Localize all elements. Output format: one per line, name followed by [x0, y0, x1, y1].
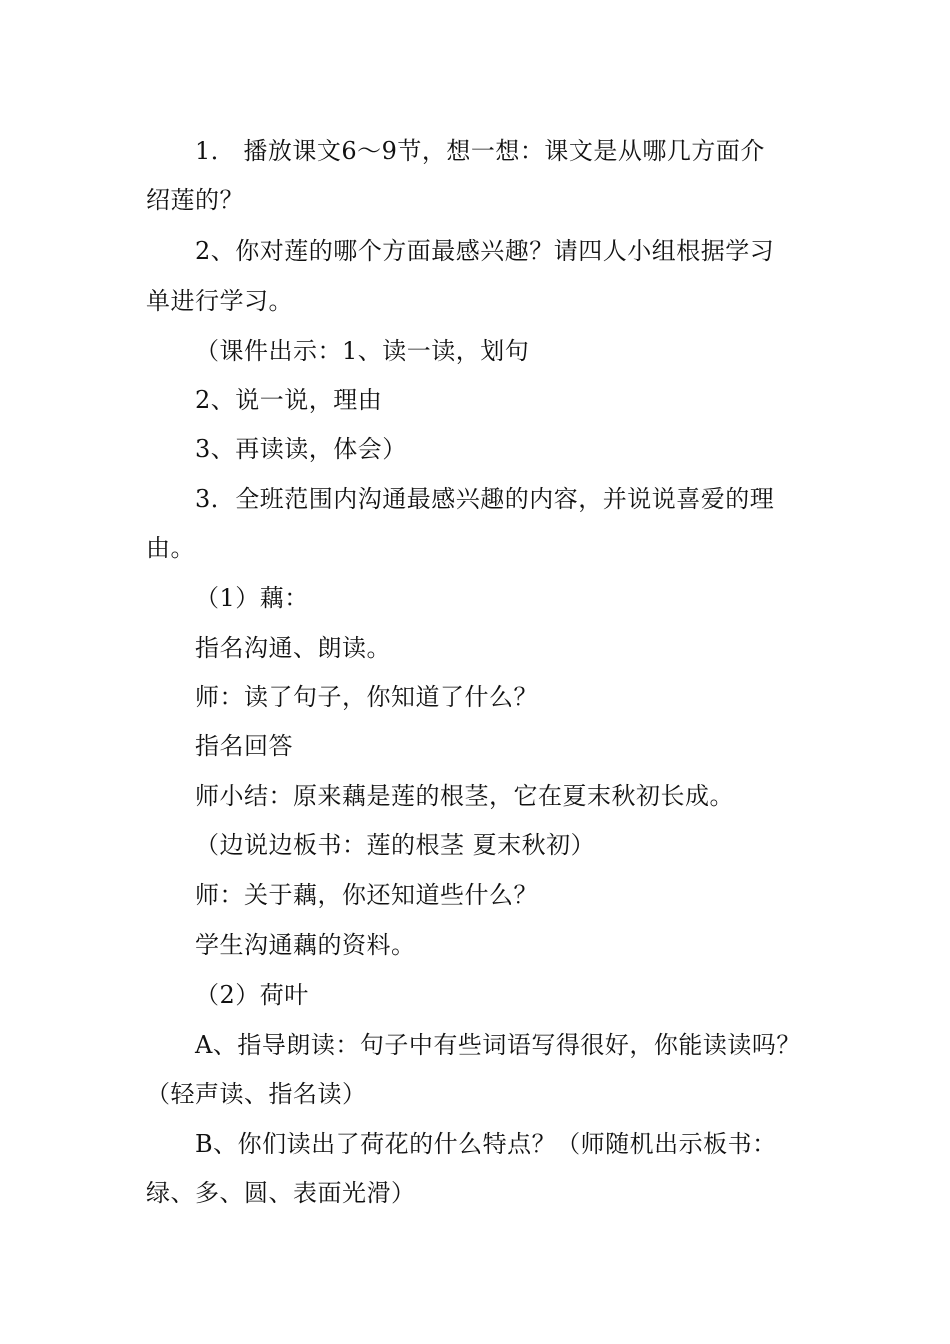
text-line: （2）荷叶 — [195, 981, 309, 1009]
text-line: 1． 播放课文6～9节，想一想：课文是从哪几方面介 — [195, 137, 765, 165]
text-line: 指名沟通、朗读。 — [195, 634, 391, 662]
text-line: 指名回答 — [195, 732, 293, 760]
text-line: 师：读了句子，你知道了什么？ — [195, 683, 538, 711]
text-line: （边说边板书：莲的根茎 夏末秋初） — [195, 831, 596, 859]
text-line: （轻声读、指名读） — [146, 1080, 367, 1108]
text-line: A、指导朗读：句子中有些词语写得很好，你能读读吗？ — [195, 1031, 801, 1059]
text-line: 由。 — [146, 534, 195, 562]
text-line: 2、说一说，理由 — [195, 386, 383, 414]
text-line: 3．全班范围内沟通最感兴趣的内容，并说说喜爱的理 — [195, 485, 775, 513]
text-line: （课件出示：1、读一读，划句 — [195, 337, 530, 365]
text-line: 师：关于藕，你还知道些什么？ — [195, 881, 538, 909]
text-line: B、你们读出了荷花的什么特点？（师随机出示板书： — [195, 1130, 777, 1158]
text-line: 2、你对莲的哪个方面最感兴趣？请四人小组根据学习 — [195, 237, 775, 265]
text-line: 绍莲的？ — [146, 186, 244, 214]
text-line: 单进行学习。 — [146, 287, 293, 315]
text-line: 3、再读读，体会） — [195, 435, 407, 463]
text-line: 绿、多、圆、表面光滑） — [146, 1179, 416, 1207]
text-line: （1）藕： — [195, 584, 309, 612]
text-line: 学生沟通藕的资料。 — [195, 931, 416, 959]
text-line: 师小结：原来藕是莲的根茎，它在夏末秋初长成。 — [195, 782, 734, 810]
